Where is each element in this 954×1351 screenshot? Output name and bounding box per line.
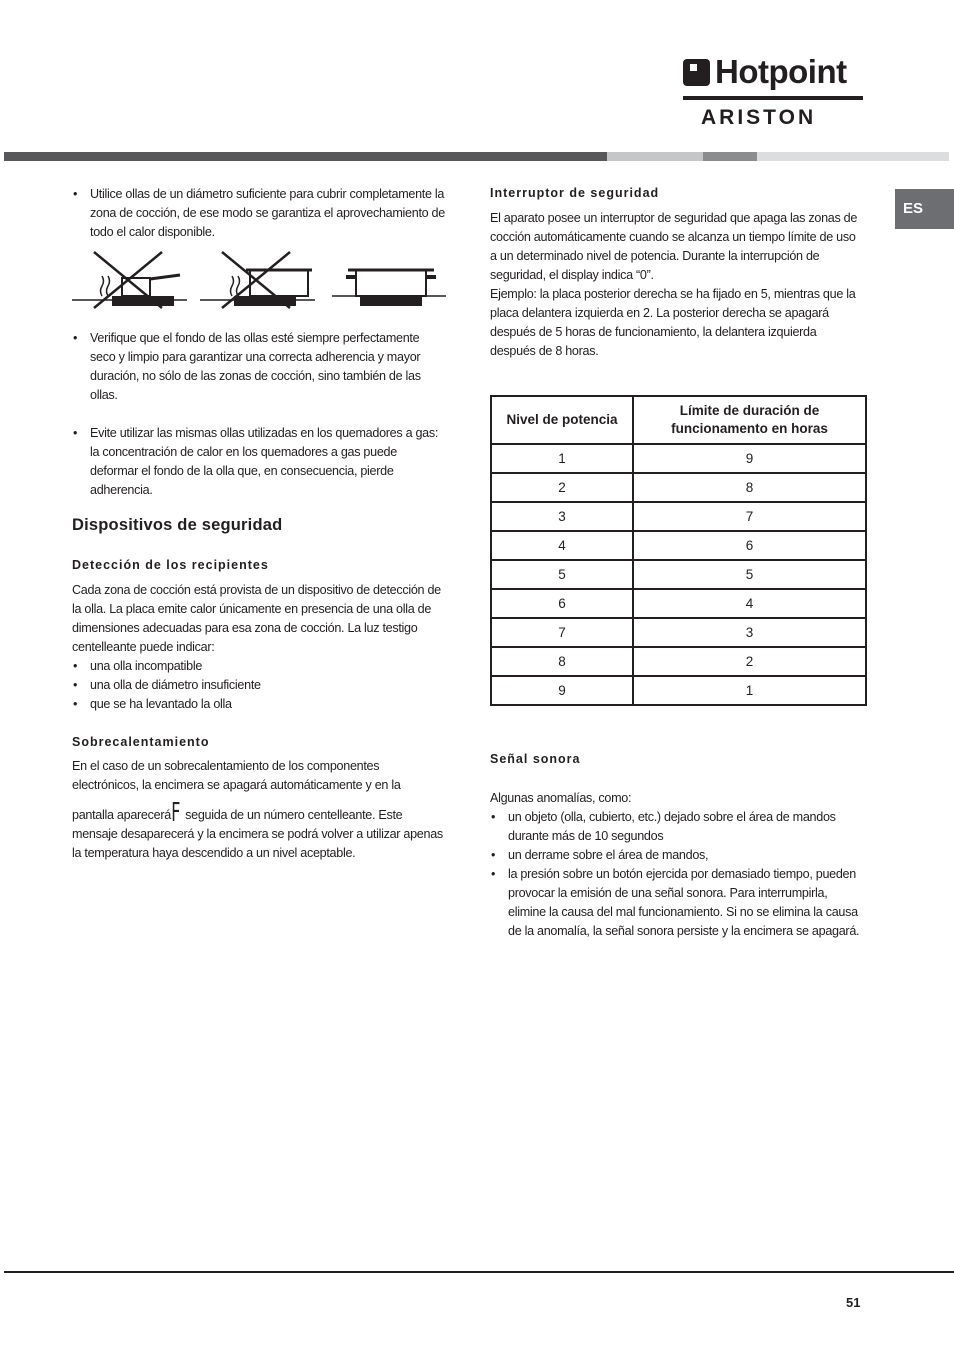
table-cell: 9	[491, 676, 633, 705]
table-cell: 2	[491, 473, 633, 502]
deteccion-item: • una olla de diámetro insuficiente	[72, 676, 447, 695]
table-cell: 5	[633, 560, 866, 589]
table-row	[491, 589, 866, 618]
table-row	[491, 618, 866, 647]
left-bullets	[72, 329, 447, 500]
brand-sub: ARISTON	[701, 106, 817, 129]
pot-illustrations	[72, 248, 446, 312]
sobre-text-2b: seguida de un número centelleante. Este	[185, 808, 403, 822]
table-header-level: Nivel de potencia	[491, 396, 633, 444]
footer-rule	[4, 1271, 954, 1273]
table-row	[491, 444, 866, 473]
table-cell: 8	[491, 647, 633, 676]
table-row	[491, 531, 866, 560]
bullet-dry-pots: • Verifique que el fondo de las ollas esté siempre perfectamente seco y limpio para garantizar una correcta adherencia y mayor duración, no sólo de las zonas de cocción, sino también de las ollas.	[72, 329, 447, 405]
table-cell: 8	[633, 473, 866, 502]
deteccion-item: • que se ha levantado la olla	[72, 695, 447, 714]
sobre-text-2a: pantalla aparecerá	[72, 808, 171, 822]
table-header-row	[491, 396, 866, 444]
table-row	[491, 560, 866, 589]
table-cell: 2	[633, 647, 866, 676]
interruptor-body	[490, 209, 865, 361]
table-cell: 6	[491, 589, 633, 618]
display-f-glyph: F	[170, 798, 181, 828]
power-limit-table	[490, 395, 867, 706]
brand-logo	[681, 53, 865, 132]
sobre-text-3: mensaje desaparecerá y la encimera se podrá volver a utilizar apenas la temperatura haya descendido a un nivel aceptable.	[72, 827, 443, 860]
table-cell: 7	[491, 618, 633, 647]
sobre-body	[72, 757, 447, 863]
interruptor-text-1: El aparato posee un interruptor de seguridad que apaga las zonas de cocción automáticamente cuando se alcanza un tiempo límite de uso a un determinado nivel de potencia. Durante la interrupción de seguridad, el display indica “0”.	[490, 211, 858, 282]
senal-intro: Algunas anomalías, como:	[490, 791, 632, 805]
table-cell: 3	[491, 502, 633, 531]
interruptor-title: Interruptor de seguridad	[490, 186, 660, 200]
wrong-pot-small-icon	[72, 252, 187, 308]
sobre-text-2	[72, 798, 447, 828]
header-bar-light-2	[757, 152, 949, 161]
senal-item: • la presión sobre un botón ejercida por demasiado tiempo, pueden provocar la emisión de una señal sonora. Para interrumpirla, elimine la causa del mal funcionamiento. Si no se elimina la causa de la anomalía, la señal sonora persiste y la encimera se apagará.	[490, 865, 865, 941]
senal-item: • un derrame sobre el área de mandos,	[490, 846, 865, 865]
table-cell: 3	[633, 618, 866, 647]
deteccion-text: Cada zona de cocción está provista de un dispositivo de detección de la olla. La placa emite calor únicamente en presencia de una olla de dimensiones adecuadas para esa zona de cocción. La luz testigo centelleante puede indicar:	[72, 583, 441, 654]
header-bar	[4, 152, 949, 161]
table-row	[491, 502, 866, 531]
table-cell: 7	[633, 502, 866, 531]
wrong-pot-large-icon	[200, 252, 315, 308]
header-bar-dark	[4, 152, 607, 161]
table-cell: 4	[633, 589, 866, 618]
sobre-text-1: En el caso de un sobrecalentamiento de los componentes electrónicos, la encimera se apagará automáticamente y en la	[72, 759, 401, 792]
brand-name: Hotpoint	[715, 53, 847, 90]
senal-item: • un objeto (olla, cubierto, etc.) dejado sobre el área de mandos durante más de 10 segundos	[490, 808, 865, 846]
deteccion-title: Detección de los recipientes	[72, 558, 269, 572]
table-row	[491, 676, 866, 705]
intro-bullet: • Utilice ollas de un diámetro suficiente para cubrir completamente la zona de cocción, de ese modo se garantiza el aprovechamiento de todo el calor disponible.	[72, 185, 447, 242]
language-tab-label: ES	[903, 200, 924, 217]
table-cell: 4	[491, 531, 633, 560]
table-row	[491, 647, 866, 676]
table-cell: 9	[633, 444, 866, 473]
bullet-gas-pots: • Evite utilizar las mismas ollas utilizadas en los quemadores a gas: la concentración de calor en los quemadores a gas puede deformar el fondo de la olla que, en consecuencia, pierde adherencia.	[72, 424, 447, 500]
section-title: Dispositivos de seguridad	[72, 516, 283, 534]
deteccion-body	[72, 581, 447, 714]
table-cell: 5	[491, 560, 633, 589]
page-number: 51	[846, 1295, 861, 1310]
left-intro	[72, 185, 447, 242]
table-cell: 6	[633, 531, 866, 560]
table-header-limit: Límite de duración de funcionamento en horas	[633, 396, 866, 444]
senal-title: Señal sonora	[490, 752, 581, 766]
header-bar-mid	[703, 152, 757, 161]
senal-body	[490, 789, 865, 941]
header-bar-light	[607, 152, 703, 161]
sobre-title: Sobrecalentamiento	[72, 735, 210, 749]
language-tab	[895, 189, 954, 229]
table-cell: 1	[491, 444, 633, 473]
table-cell: 1	[633, 676, 866, 705]
deteccion-item: • una olla incompatible	[72, 657, 447, 676]
interruptor-text-2: Ejemplo: la placa posterior derecha se ha fijado en 5, mientras que la placa delantera izquierda en 2. La posterior derecha se apagará después de 5 horas de funcionamiento, la delantera izquierda después de 8 horas.	[490, 287, 856, 358]
table-row	[491, 473, 866, 502]
correct-pot-icon	[332, 270, 446, 306]
